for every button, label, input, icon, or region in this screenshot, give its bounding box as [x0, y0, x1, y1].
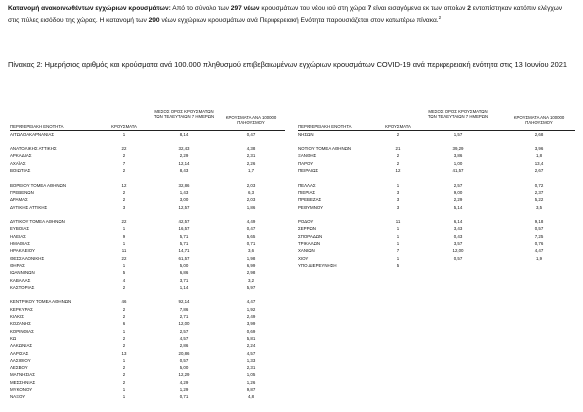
cell-per100k: 2,98 — [246, 270, 256, 276]
cell-region: ΝΟΤΙΟΥ ΤΟΜΕΑ ΑΘΗΝΩΝ — [298, 146, 352, 152]
cell-region: ΜΑΓΝΗΣΙΑΣ — [10, 372, 35, 378]
cell-per100k: 6,3 — [247, 189, 255, 195]
cell-per100k: 0,47 — [246, 226, 256, 232]
cell-region: ΤΡΙΚΑΛΩΝ — [298, 241, 321, 246]
cell-region: ΠΡΕΒΕΖΑΣ — [298, 197, 322, 203]
cell-region: ΛΑΚΩΝΙΑΣ — [10, 343, 33, 349]
cell-avg: 12,00 — [178, 321, 190, 327]
cell-region: ΑΙΤΩΛΟΑΚΑΡΝΑΝΙΑΣ — [10, 131, 55, 137]
cell-avg: 3,43 — [453, 226, 463, 232]
cell-cases: 6 — [122, 321, 126, 327]
cell-avg: 32,43 — [178, 146, 190, 152]
intro-text-1: Από το σύνολο των — [170, 5, 231, 12]
cell-region: ΚΩ — [10, 335, 17, 341]
cell-avg: 2,29 — [179, 153, 189, 159]
cell-region: ΗΛΕΙΑΣ — [10, 233, 26, 239]
cell-per100k: 2,37 — [534, 189, 544, 195]
cell-cases: 22 — [121, 219, 127, 225]
cell-region: ΚΑΒΑΛΑΣ — [10, 277, 31, 283]
cell-per100k: 9,18 — [534, 219, 544, 225]
cell-cases: 1 — [122, 394, 126, 400]
cell-cases: 1 — [122, 387, 126, 392]
cell-per100k: 1,7 — [247, 168, 255, 173]
cell-cases: 2 — [122, 314, 126, 319]
cell-region: ΠΙΕΡΙΑΣ — [298, 189, 316, 195]
cell-avg: 32,86 — [178, 182, 190, 188]
cell-cases: 2 — [122, 197, 126, 203]
cell-per100k: 0,57 — [534, 226, 544, 232]
cell-region: ΠΕΛΛΑΣ — [298, 182, 316, 188]
intro-text-4: εντοπίστηκαν κατόπιν ελέγχων στις πύλες εισόδου της χώρας. Η κατανομή των — [8, 5, 563, 25]
cell-cases: 1 — [396, 255, 400, 261]
cell-region: ΑΝΑΤΟΛΙΚΗΣ ΑΤΤΙΚΗΣ — [10, 146, 57, 152]
cell-avg: 12,57 — [178, 204, 190, 210]
cell-per100k: 3,96 — [534, 146, 544, 152]
cell-region: ΔΥΤΙΚΗΣ ΑΤΤΙΚΗΣ — [10, 204, 48, 210]
cell-per100k: 3,6 — [247, 248, 255, 254]
cell-cases: 2 — [122, 168, 126, 173]
cell-cases: 1 — [396, 233, 400, 239]
cell-avg: 2,57 — [453, 182, 463, 188]
cell-per100k: 2,68 — [534, 131, 544, 137]
cell-cases: 7 — [122, 160, 126, 166]
cell-per100k: 3,2 — [247, 277, 255, 283]
cell-per100k: 3,99 — [246, 321, 256, 327]
right-header-avg: ΜΕΣΟΣ ΟΡΟΣ ΚΡΟΥΣΜΑΤΩΝ ΤΩΝ ΤΕΛΕΥΤΑΙΩΝ 7 ΗΜΕΡΩΝ — [427, 109, 489, 119]
cell-cases: 2 — [396, 131, 400, 137]
cell-per100k: 5,97 — [246, 284, 256, 290]
cell-region: ΒΟΡΕΙΟΥ ΤΟΜΕΑ ΑΘΗΝΩΝ — [10, 182, 66, 188]
cell-per100k: 5,81 — [246, 335, 256, 341]
cell-avg: 4,57 — [179, 335, 189, 341]
cell-avg: 2,71 — [179, 314, 189, 319]
cell-region: ΔΡΑΜΑΣ — [10, 197, 28, 203]
cell-cases: 1 — [122, 328, 126, 334]
cell-per100k: 4,47 — [534, 248, 544, 254]
cell-cases: 12 — [395, 168, 401, 173]
cell-region: ΚΙΛΚΙΣ — [10, 314, 24, 319]
cell-per100k: 2,03 — [246, 182, 256, 188]
cell-cases: 2 — [122, 153, 126, 159]
cell-per100k: 7,25 — [534, 233, 544, 239]
cell-region: ΒΟΙΩΤΙΑΣ — [10, 168, 31, 173]
cell-per100k: 4,8 — [247, 394, 255, 400]
cell-cases: 22 — [121, 255, 127, 261]
cell-region: ΘΕΣΣΑΛΟΝΙΚΗΣ — [10, 255, 45, 261]
cell-avg: 5,14 — [453, 204, 463, 210]
right-header-region: ΠΕΡΙΦΕΡΕΙΑΚΗ ΕΝΟΤΗΤΑ — [298, 124, 352, 129]
cell-per100k: 0,47 — [246, 131, 256, 137]
cell-avg: 14,71 — [178, 248, 190, 254]
cell-region: ΧΙΟΥ — [298, 255, 309, 261]
cell-cases: 2 — [122, 379, 126, 385]
cell-region: ΗΡΑΚΛΕΙΟΥ — [10, 248, 35, 254]
cell-avg: 2,86 — [179, 343, 189, 349]
cell-avg: 61,57 — [178, 255, 190, 261]
cell-per100k: 2,03 — [246, 197, 256, 203]
cell-cases: 3 — [122, 204, 126, 210]
intro-total-new: 297 νέων — [230, 5, 260, 12]
cell-region: ΛΑΡΙΣΑΣ — [10, 350, 29, 356]
cell-cases: 3 — [396, 197, 400, 203]
cell-per100k: 1,8 — [535, 153, 543, 159]
cell-avg: 0,43 — [453, 233, 463, 239]
cell-cases: 7 — [396, 248, 400, 254]
cell-avg: 1,00 — [453, 160, 463, 166]
cell-region: ΛΕΣΒΟΥ — [10, 365, 28, 371]
cell-per100k: 0,76 — [534, 241, 544, 246]
cell-per100k: 5,65 — [246, 233, 256, 239]
intro-text-2: κρουσμάτων του νέου ιού στη χώρα — [259, 5, 368, 12]
cell-region: ΡΕΘΥΜΝΟΥ — [298, 204, 324, 210]
cell-region: ΝΗΣΩΝ — [298, 131, 314, 137]
cell-cases: 46 — [121, 299, 127, 305]
cell-cases: 3 — [396, 189, 400, 195]
cell-avg: 42,57 — [178, 219, 190, 225]
cell-region: ΑΧΑΪΑΣ — [10, 160, 26, 166]
intro-imported-count: 7 — [367, 5, 372, 12]
cell-cases: 1 — [122, 131, 126, 137]
cell-avg: 0,57 — [179, 357, 189, 363]
cell-region: ΚΑΣΤΟΡΙΑΣ — [10, 284, 35, 290]
cell-per100k: 1,33 — [246, 357, 256, 363]
cell-region: ΣΕΡΡΩΝ — [298, 226, 316, 232]
cell-per100k: 0,71 — [246, 241, 256, 246]
cell-region: ΗΜΑΘΙΑΣ — [10, 241, 30, 246]
cell-region: ΕΥΒΟΙΑΣ — [10, 226, 30, 232]
cell-cases: 21 — [395, 146, 401, 152]
intro-border-count: 2 — [467, 5, 471, 12]
cell-region: ΙΩΑΝΝΙΝΩΝ — [10, 270, 35, 276]
cell-avg: 41,57 — [452, 168, 464, 173]
cell-region: ΚΟΖΑΝΗΣ — [10, 321, 31, 327]
cell-cases: 3 — [396, 204, 400, 210]
cell-avg: 3,71 — [179, 277, 189, 283]
cell-per100k: 2,31 — [246, 153, 256, 159]
left-header-cases: ΚΡΟΥΣΜΑΤΑ — [111, 124, 137, 129]
right-header-per100k: ΚΡΟΥΣΜΑΤΑ ΑΝΑ 100000 ΠΛΗΘΥΣΜΟΥ — [513, 115, 565, 125]
cell-cases: 2 — [122, 365, 126, 371]
cell-avg: 2,29 — [453, 197, 463, 203]
intro-text-3: είναι εισαγόμενα εκ των οποίων — [371, 5, 468, 12]
cell-avg: 1,43 — [179, 189, 189, 195]
cell-region: ΞΑΝΘΗΣ — [298, 153, 317, 159]
cell-per100k: 1,86 — [246, 204, 256, 210]
cell-per100k: 4,57 — [246, 350, 256, 356]
cell-avg: 20,86 — [178, 350, 190, 356]
cell-per100k: 0,69 — [246, 328, 256, 334]
cell-per100k: 1,26 — [246, 379, 256, 385]
cell-avg: 1,14 — [179, 284, 189, 290]
cell-region: ΜΕΣΣΗΝΙΑΣ — [10, 379, 36, 385]
left-header-avg: ΜΕΣΟΣ ΟΡΟΣ ΚΡΟΥΣΜΑΤΩΝ ΤΩΝ ΤΕΛΕΥΤΑΙΩΝ 7 ΗΜΕΡΩΝ — [153, 109, 215, 119]
cell-avg: 9,00 — [453, 189, 463, 195]
cell-region: ΘΗΡΑΣ — [10, 262, 25, 268]
cell-cases: 4 — [122, 277, 126, 283]
cell-per100k: 1,05 — [246, 372, 256, 378]
cell-avg: 4,29 — [179, 379, 189, 385]
cell-avg: 12,29 — [178, 372, 190, 378]
cell-avg: 92,14 — [178, 299, 190, 305]
cell-cases: 2 — [122, 335, 126, 341]
cell-avg: 1,29 — [179, 387, 189, 392]
cell-region: ΛΑΣΙΘΙΟΥ — [10, 357, 31, 363]
cell-region: ΔΥΤΙΚΟΥ ΤΟΜΕΑ ΑΘΗΝΩΝ — [10, 219, 65, 225]
cell-per100k: 2,26 — [246, 160, 256, 166]
cell-avg: 12,14 — [178, 160, 190, 166]
cell-per100k: 2,24 — [246, 343, 256, 349]
cell-avg: 8,43 — [179, 168, 189, 173]
cell-region: ΣΠΟΡΑΔΩΝ — [298, 233, 323, 239]
cell-cases: 2 — [122, 306, 126, 312]
cell-cases: 2 — [122, 343, 126, 349]
cell-avg: 5,71 — [179, 233, 189, 239]
cell-avg: 5,00 — [179, 262, 189, 268]
cell-cases: 11 — [395, 219, 401, 225]
cell-per100k: 0,72 — [534, 182, 544, 188]
cell-avg: 39,29 — [452, 146, 464, 152]
cell-region: ΠΑΡΟΥ — [298, 160, 314, 166]
cell-cases: 22 — [121, 146, 127, 152]
cell-region: ΡΟΔΟΥ — [298, 219, 314, 225]
cell-avg: 5,71 — [179, 241, 189, 246]
cell-cases: 1 — [122, 226, 126, 232]
cell-avg: 7,86 — [179, 306, 189, 312]
cell-cases: 12 — [121, 182, 127, 188]
intro-heading: Κατανομή ανακοινωθέντων εγχώριων κρουσμάτων: — [8, 5, 171, 12]
cell-cases: 1 — [122, 241, 126, 246]
cell-avg: 1,57 — [453, 131, 463, 137]
cell-cases: 2 — [122, 372, 126, 378]
cell-per100k: 4,38 — [246, 146, 256, 152]
cell-avg: 0,57 — [453, 255, 463, 261]
cell-per100k: 3,5 — [535, 204, 543, 210]
cell-per100k: 9,87 — [246, 387, 256, 392]
intro-domestic-count: 290 — [148, 17, 160, 25]
right-header-cases: ΚΡΟΥΣΜΑΤΑ — [385, 124, 411, 129]
cell-cases: 2 — [122, 284, 126, 290]
cell-per100k: 2,31 — [246, 365, 256, 371]
cell-avg: 16,57 — [178, 226, 190, 232]
cell-region: ΧΑΝΙΩΝ — [298, 248, 315, 254]
cell-cases: 2 — [396, 153, 400, 159]
cell-region: ΚΟΡΙΝΘΙΑΣ — [10, 328, 34, 334]
left-header-per100k: ΚΡΟΥΣΜΑΤΑ ΑΝΑ 100000 ΠΛΗΘΥΣΜΟΥ — [225, 115, 277, 125]
cell-per100k: 5,22 — [534, 197, 544, 203]
cell-per100k: 1,9 — [535, 255, 543, 261]
cell-cases: 11 — [121, 248, 127, 254]
cell-region: ΓΡΕΒΕΝΩΝ — [10, 189, 34, 195]
cell-region: ΑΡΚΑΔΙΑΣ — [10, 153, 32, 159]
cell-region: ΠΕΙΡΑΙΩΣ — [298, 168, 319, 173]
cell-avg: 3,86 — [453, 153, 463, 159]
cell-cases: 5 — [396, 262, 400, 268]
left-header-region: ΠΕΡΙΦΕΡΕΙΑΚΗ ΕΝΟΤΗΤΑ — [10, 124, 64, 129]
cell-cases: 1 — [396, 226, 400, 232]
cell-cases: 5 — [122, 270, 126, 276]
cell-avg: 8,14 — [179, 131, 189, 137]
cell-region: ΥΠΟ ΔΙΕΡΕΥΝΗΣΗ — [298, 262, 337, 268]
cell-per100k: 13,4 — [534, 160, 544, 166]
cell-per100k: 1,92 — [246, 306, 256, 312]
cell-region: ΜΥΚΟΝΟΥ — [10, 387, 33, 392]
cell-cases: 2 — [122, 189, 126, 195]
cell-avg: 3,57 — [453, 241, 463, 246]
cell-avg: 2,57 — [179, 328, 189, 334]
cell-cases: 1 — [122, 262, 126, 268]
cell-per100k: 6,99 — [246, 262, 256, 268]
cell-region: ΚΕΡΚΥΡΑΣ — [10, 306, 33, 312]
cell-cases: 1 — [396, 241, 400, 246]
cell-avg: 12,00 — [452, 248, 464, 254]
cell-cases: 1 — [122, 357, 126, 363]
table-caption: Πίνακας 2: Ημερήσιος αριθμός και κρούσματα ανά 100.000 πληθυσμού επιβεβαιωμένων εγχώριων κρουσμάτων COVID-19 ανά περιφερειακή ενότητα στις 13 Ιουνίου 2021 — [8, 60, 567, 69]
intro-footnote: 2 — [438, 15, 442, 20]
cell-per100k: 1,98 — [246, 255, 256, 261]
cell-per100k: 2,49 — [246, 314, 256, 319]
intro-text-5: νέων εγχώριων κρουσμάτων ανά Περιφερειακή Ενότητα παρουσιάζεται στον κατωτέρω πίνακα. — [159, 17, 439, 25]
cell-cases: 9 — [122, 233, 126, 239]
cell-per100k: 4,47 — [246, 299, 256, 305]
cell-region: ΝΑΞΟΥ — [10, 394, 26, 400]
cell-cases: 13 — [121, 350, 127, 356]
cell-cases: 1 — [396, 182, 400, 188]
cell-avg: 6,86 — [179, 270, 189, 276]
cell-avg: 6,14 — [453, 219, 463, 225]
cell-avg: 3,00 — [179, 197, 189, 203]
cell-per100k: 4,49 — [246, 219, 256, 225]
cell-avg: 0,71 — [179, 394, 189, 400]
cell-avg: 5,00 — [179, 365, 189, 371]
cell-region: ΚΕΝΤΡΙΚΟΥ ΤΟΜΕΑ ΑΘΗΝΩΝ — [10, 299, 72, 305]
cell-cases: 2 — [396, 160, 400, 166]
cell-per100k: 2,67 — [534, 168, 544, 173]
